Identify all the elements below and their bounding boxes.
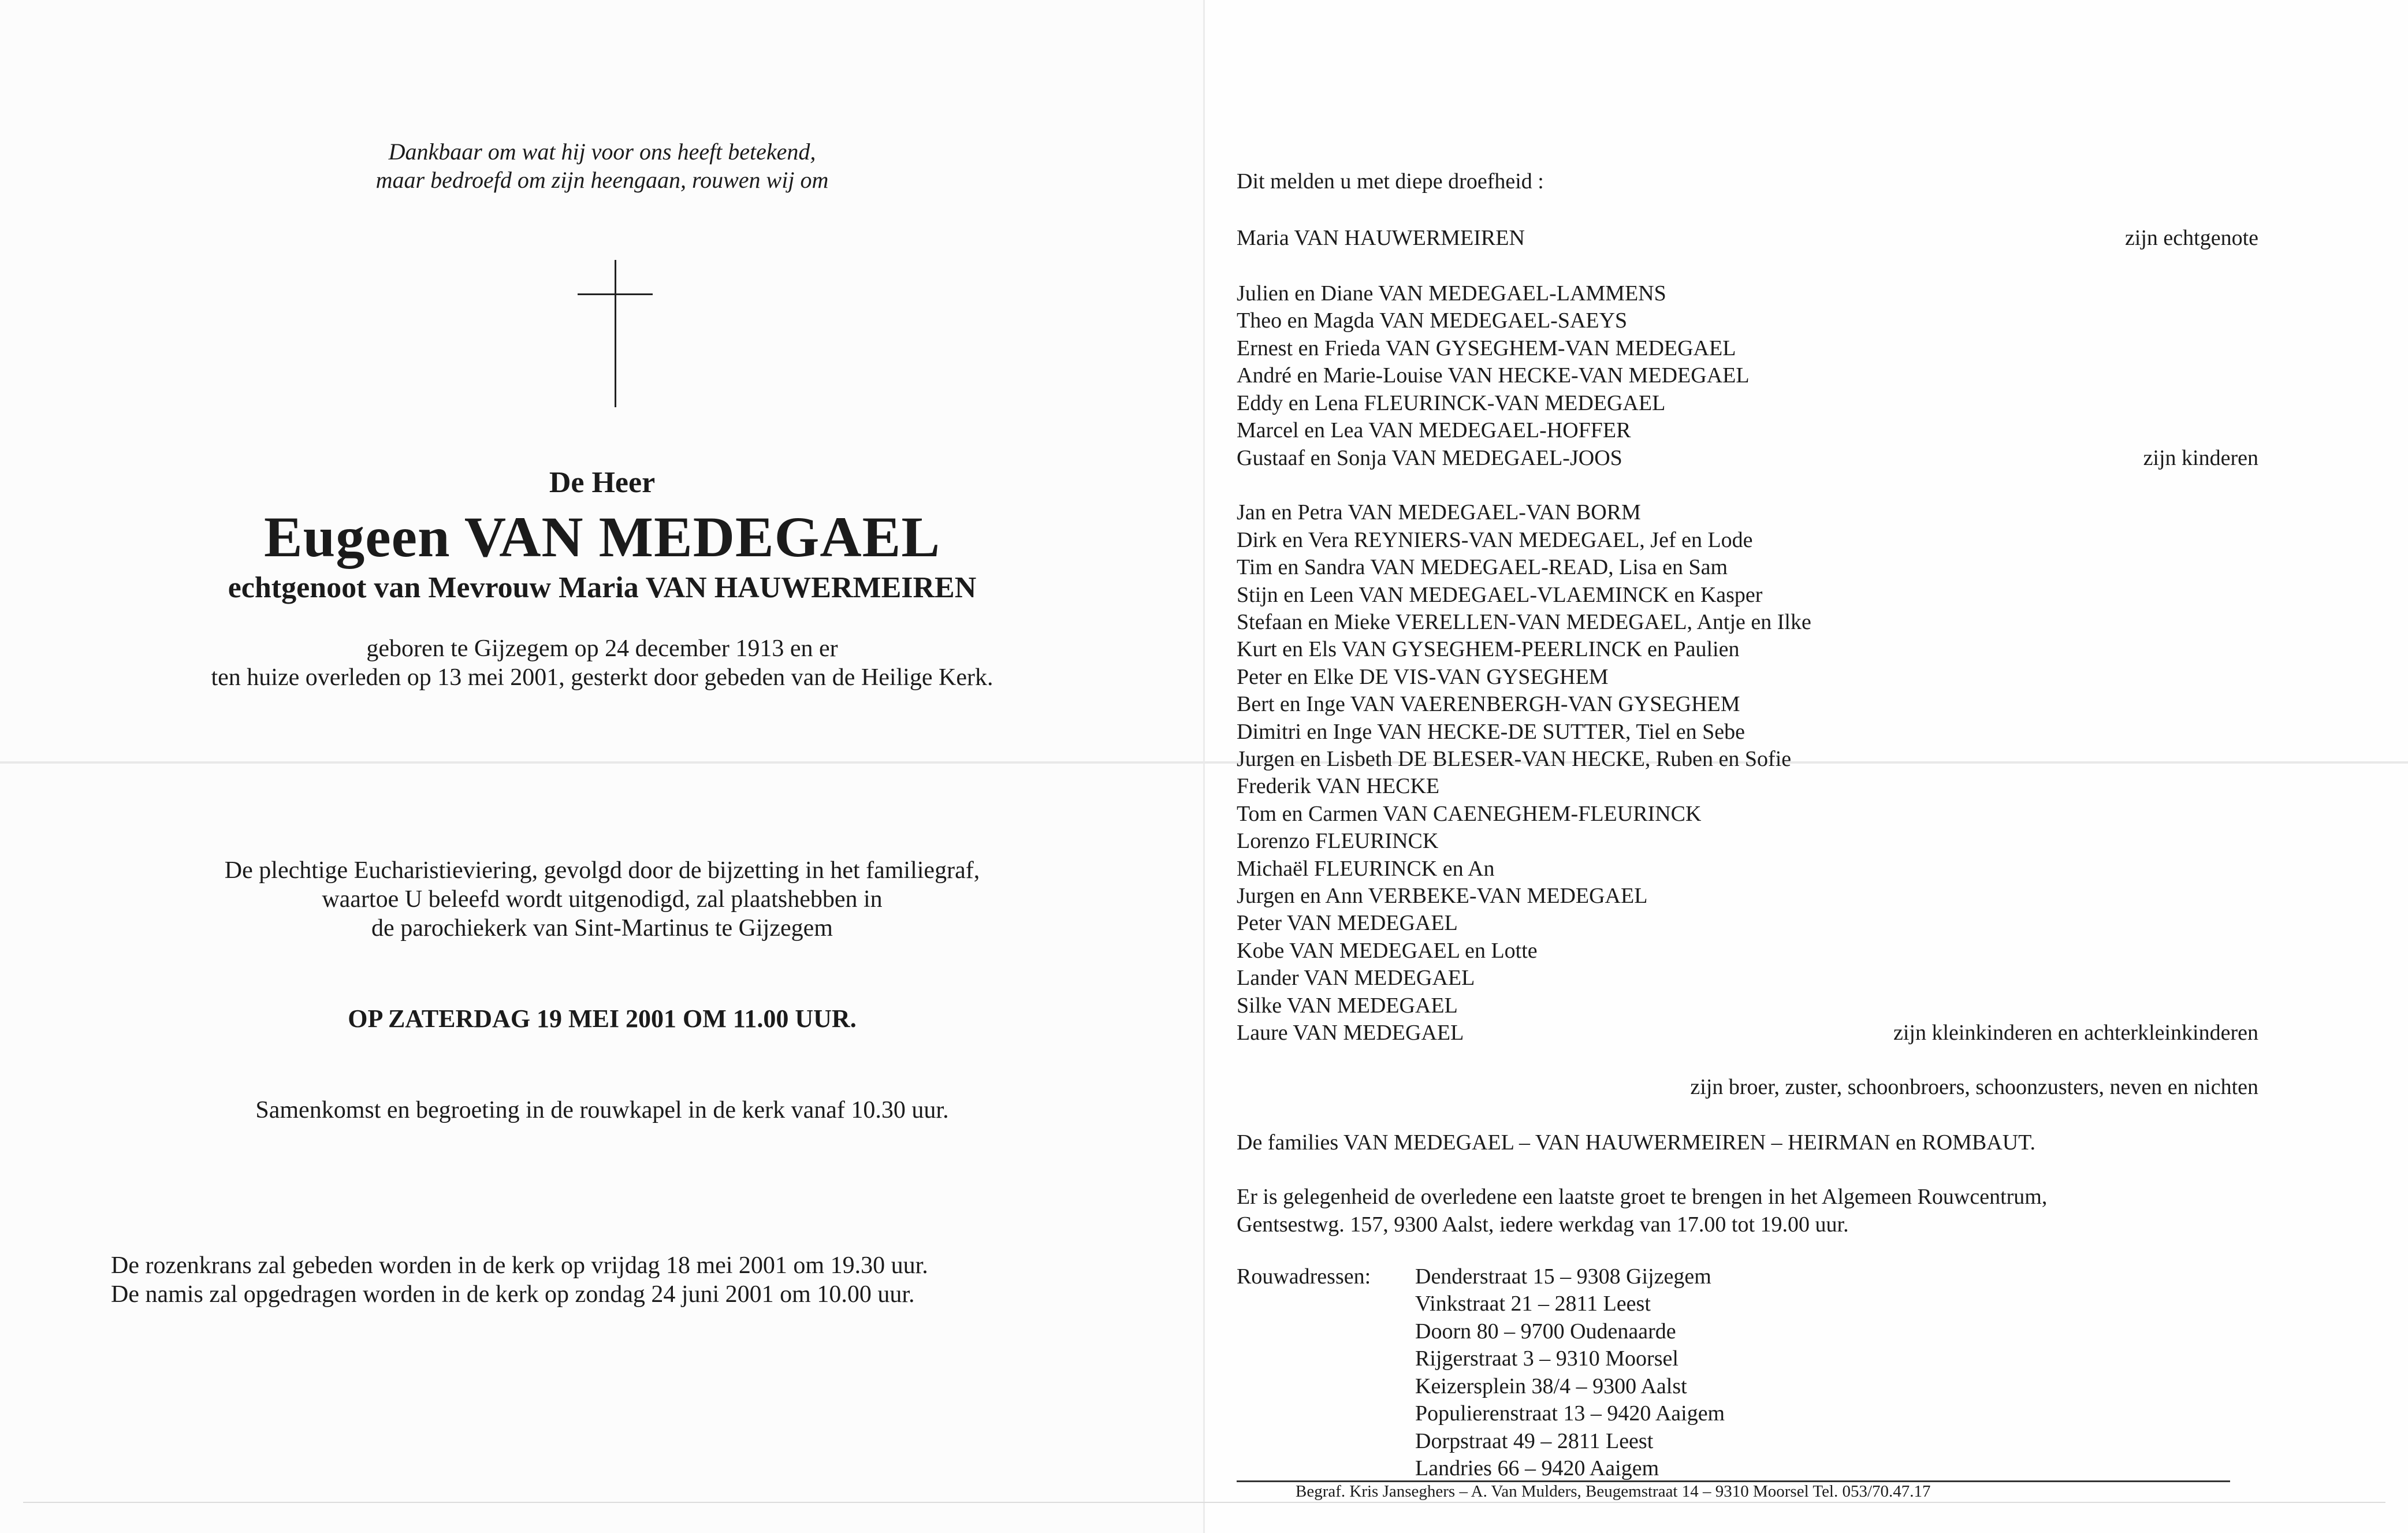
grandchild-entry: Kurt en Els VAN GYSEGHEM-PEERLINCK en Paulien xyxy=(1237,637,1740,661)
visit-line: Er is gelegenheid de overledene een laatste groet te brengen in het Algemeen Rouwcentrum, xyxy=(1237,1185,2048,1209)
intro-line: Dankbaar om wat hij voor ons heeft betekend, xyxy=(388,139,816,165)
address-entry: Populierenstraat 13 – 9420 Aaigem xyxy=(1415,1401,1725,1426)
grandchild-entry: Kobe VAN MEDEGAEL en Lotte xyxy=(1237,939,1538,963)
grandchild-entry: Tom en Carmen VAN CAENEGHEM-FLEURINCK xyxy=(1237,802,1702,826)
text-line: De rozenkrans zal gebeden worden in de kerk op vrijdag 18 mei 2001 om 19.30 uur. xyxy=(111,1252,928,1279)
child-entry: Ernest en Frieda VAN GYSEGHEM-VAN MEDEGAEL xyxy=(1237,336,1736,360)
visit-line: Gentsestwg. 157, 9300 Aalst, iedere werkdag van 17.00 tot 19.00 uur. xyxy=(1237,1212,1849,1237)
ceremony-text xyxy=(0,856,1204,943)
grandchild-entry: Laure VAN MEDEGAEL xyxy=(1237,1021,1464,1045)
vertical-fold-line xyxy=(1203,0,1205,1533)
grandchild-entry: Michaël FLEURINCK en An xyxy=(1237,857,1495,881)
grandchild-entry: Lander VAN MEDEGAEL xyxy=(1237,966,1475,990)
address-entry: Landries 66 – 9420 Aaigem xyxy=(1415,1456,1659,1480)
text-line: De plechtige Eucharistieviering, gevolgd door de bijzetting in het familiegraf, xyxy=(224,857,980,884)
spouse-role: zijn echtgenote xyxy=(2124,226,2258,250)
grandchild-entry: Jurgen en Lisbeth DE BLESER-VAN HECKE, Ruben en Sofie xyxy=(1237,747,1792,771)
text-line: ten huize overleden op 13 mei 2001, gesterkt door gebeden van de Heilige Kerk. xyxy=(211,664,993,691)
grandchild-entry: Dirk en Vera REYNIERS-VAN MEDEGAEL, Jef en Lode xyxy=(1237,528,1753,552)
cross-icon xyxy=(615,260,616,407)
ceremony-date: OP ZATERDAG 19 MEI 2001 OM 11.00 UUR. xyxy=(348,1004,857,1033)
address-entry: Vinkstraat 21 – 2811 Leest xyxy=(1415,1292,1651,1316)
text-line: de parochiekerk van Sint-Martinus te Gijzegem xyxy=(371,915,833,942)
relatives-line: zijn broer, zuster, schoonbroers, schoonzusters, neven en nichten xyxy=(1690,1075,2258,1099)
child-entry: Eddy en Lena FLEURINCK-VAN MEDEGAEL xyxy=(1237,391,1666,415)
spouse-name: Maria VAN HAUWERMEIREN xyxy=(1237,226,1525,250)
rosary-text xyxy=(111,1251,928,1309)
grandchildren-role: zijn kleinkinderen en achterkleinkinderen xyxy=(1893,1021,2258,1045)
grandchild-entry: Frederik VAN HECKE xyxy=(1237,774,1440,798)
grandchild-entry: Bert en Inge VAN VAERENBERGH-VAN GYSEGHEM xyxy=(1237,692,1740,716)
child-entry: Marcel en Lea VAN MEDEGAEL-HOFFER xyxy=(1237,418,1631,442)
grandchild-entry: Dimitri en Inge VAN HECKE-DE SUTTER, Tiel en Sebe xyxy=(1237,720,1745,744)
child-entry: Theo en Magda VAN MEDEGAEL-SAEYS xyxy=(1237,308,1628,333)
child-entry: Julien en Diane VAN MEDEGAEL-LAMMENS xyxy=(1237,281,1666,306)
announcement-heading: Dit melden u met diepe droefheid : xyxy=(1237,169,1544,194)
grandchild-entry: Tim en Sandra VAN MEDEGAEL-READ, Lisa en Sam xyxy=(1237,555,1728,579)
grandchild-entry: Stefaan en Mieke VERELLEN-VAN MEDEGAEL, Antje en Ilke xyxy=(1237,610,1811,634)
child-entry: André en Marie-Louise VAN HECKE-VAN MEDEGAEL xyxy=(1237,363,1750,388)
grandchild-entry: Jurgen en Ann VERBEKE-VAN MEDEGAEL xyxy=(1237,884,1648,908)
printer-footer: Begraf. Kris Janseghers – A. Van Mulders, Beugemstraat 14 – 9310 Moorsel Tel. 053/70.47.17 xyxy=(1296,1482,1931,1501)
intro-text xyxy=(0,137,1204,194)
children-role: zijn kinderen xyxy=(2143,446,2258,470)
address-entry: Denderstraat 15 – 9308 Gijzegem xyxy=(1415,1264,1711,1289)
deceased-name: Eugeen VAN MEDEGAEL xyxy=(263,505,941,569)
address-entry: Keizersplein 38/4 – 9300 Aalst xyxy=(1415,1374,1687,1398)
cross-icon-bar xyxy=(578,293,653,295)
grandchild-entry: Lorenzo FLEURINCK xyxy=(1237,829,1439,853)
text-line: geboren te Gijzegem op 24 december 1913 en er xyxy=(366,635,838,662)
families-line: De families VAN MEDEGAEL – VAN HAUWERMEIREN – HEIRMAN en ROMBAUT. xyxy=(1237,1130,2036,1155)
grandchild-entry: Stijn en Leen VAN MEDEGAEL-VLAEMINCK en Kasper xyxy=(1237,583,1763,607)
addresses-label: Rouwadressen: xyxy=(1237,1264,1371,1289)
grandchild-entry: Jan en Petra VAN MEDEGAEL-VAN BORM xyxy=(1237,500,1641,524)
spouse-line: echtgenoot van Mevrouw Maria VAN HAUWERMEIREN xyxy=(228,571,977,604)
child-entry: Gustaaf en Sonja VAN MEDEGAEL-JOOS xyxy=(1237,446,1622,470)
grandchild-entry: Peter en Elke DE VIS-VAN GYSEGHEM xyxy=(1237,665,1609,689)
salutation: De Heer xyxy=(549,466,656,499)
address-entry: Doorn 80 – 9700 Oudenaarde xyxy=(1415,1319,1676,1344)
page-bottom-edge xyxy=(23,1502,2385,1503)
birth-death-text xyxy=(0,634,1204,692)
text-line: De namis zal opgedragen worden in de kerk op zondag 24 juni 2001 om 10.00 uur. xyxy=(111,1281,915,1308)
horizontal-fold-line xyxy=(0,761,2408,764)
grandchild-entry: Silke VAN MEDEGAEL xyxy=(1237,994,1458,1018)
intro-line: maar bedroefd om zijn heengaan, rouwen wij om xyxy=(375,167,829,193)
text-line: waartoe U beleefd wordt uitgenodigd, zal plaatshebben in xyxy=(322,886,883,913)
address-entry: Rijgerstraat 3 – 9310 Moorsel xyxy=(1415,1346,1678,1371)
grandchild-entry: Peter VAN MEDEGAEL xyxy=(1237,911,1458,935)
meeting-text: Samenkomst en begroeting in de rouwkapel in de kerk vanaf 10.30 uur. xyxy=(255,1097,949,1123)
address-entry: Dorpstraat 49 – 2811 Leest xyxy=(1415,1429,1654,1453)
